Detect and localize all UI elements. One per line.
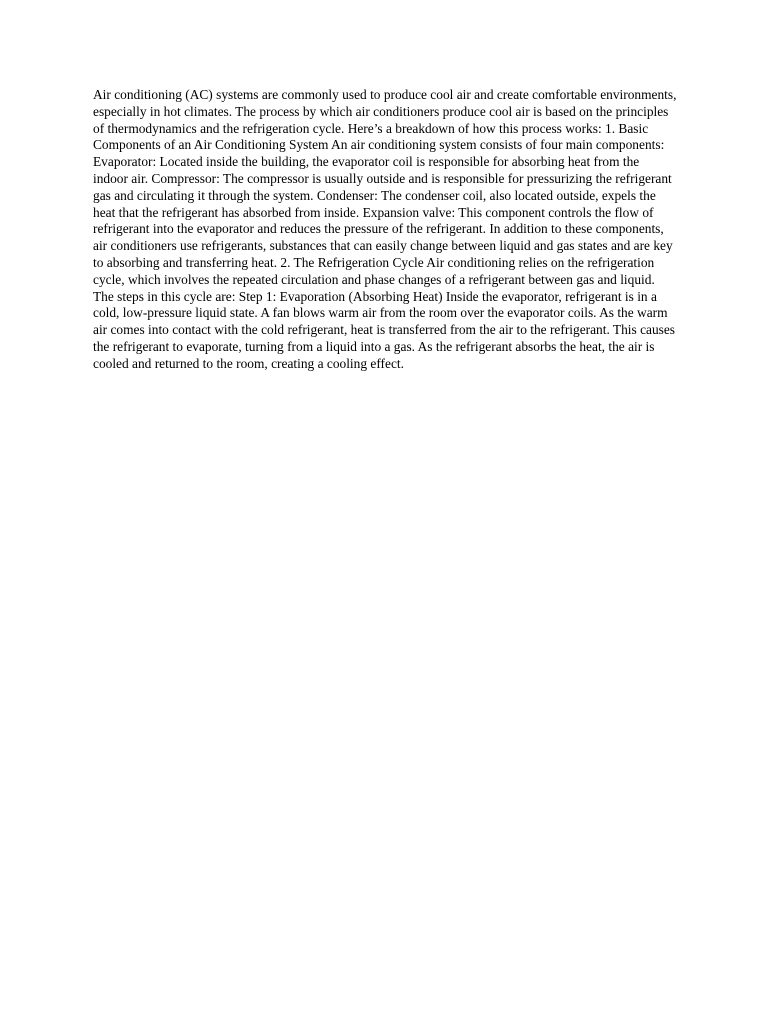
body-paragraph: Air conditioning (AC) systems are commonly used to produce cool air and create comfortable environments, especially in hot climates. The process by which air conditioners produce cool air is based on the principles of thermodynamics and the refrigeration cycle. Here’s a breakdown of how this process works: 1. Basic Components of an Air Conditioning System An air conditioning system consists of four main components: Evaporator: Located inside the building, the evaporator coil is responsible for absorbing heat from the indoor air. Compressor: The compressor is usually outside and is responsible for pressurizing the refrigerant gas and circulating it through the system. Condenser: The condenser coil, also located outside, expels the heat that the refrigerant has absorbed from inside. Expansion valve: This component controls the flow of refrigerant into the evaporator and reduces the pressure of the refrigerant. In addition to these components, air conditioners use refrigerants, substances that can easily change between liquid and gas states and are key to absorbing and transferring heat. 2. The Refrigeration Cycle Air conditioning relies on the refrigeration cycle, which involves the repeated circulation and phase changes of a refrigerant between gas and liquid. The steps in this cycle are: Step 1: Evaporation (Absorbing Heat) Inside the evaporator, refrigerant is in a cold, low-pressure liquid state. A fan blows warm air from the room over the evaporator coils. As the warm air comes into contact with the cold refrigerant, heat is transferred from the air to the refrigerant. This causes the refrigerant to evaporate, turning from a liquid into a gas. As the refrigerant absorbs the heat, the air is cooled and returned to the room, creating a cooling effect.: [93, 87, 677, 371]
